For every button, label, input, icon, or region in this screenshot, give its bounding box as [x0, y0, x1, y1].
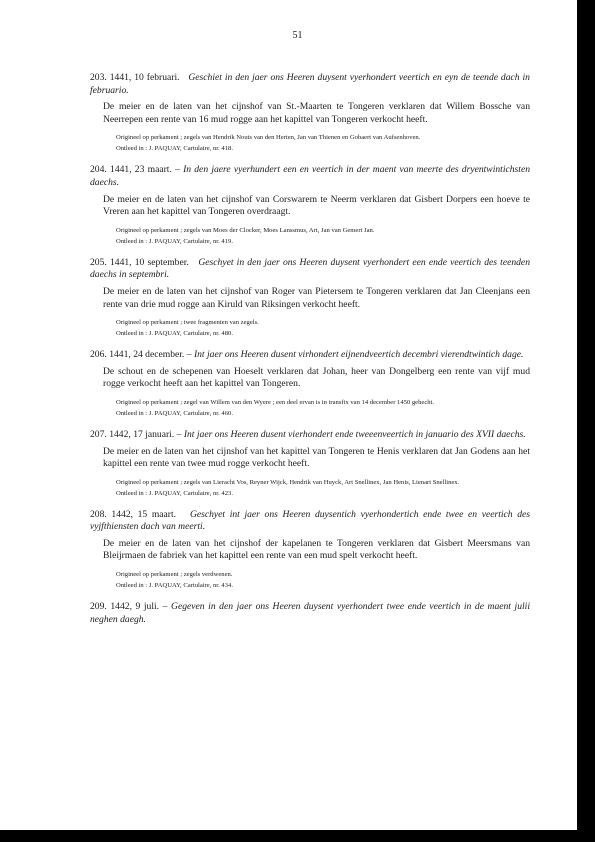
regest-entry: [90, 509, 530, 591]
entry-number: 209.: [90, 601, 107, 613]
entry-summary: De meier en de laten van het cijnshof van Roger van Pietersem te Tongeren verklaren dat Jan Cleenjans een rente van drie mud rogge aan Kiruld van Riksingen verkocht heeft.: [103, 285, 530, 310]
entry-heading: 209. 1442, 9 juli. – Gegeven in den jaer ons Heeren duysent vyerhondert twee ende veertich in de maent julii neghen daegh.: [90, 601, 530, 625]
entry-published: Ontleed in : J. PAQUAY, Cartulaire, nr. 460.: [116, 409, 233, 417]
entry-heading: [90, 72, 530, 97]
entry-published: Ontleed in : J. PAQUAY, Cartulaire, nr. 418.: [116, 145, 233, 153]
regest-entry: [90, 72, 530, 154]
entry-quote: Geschyet int jaer ons Heeren duysentich vyerhondertich ende twee en veertich des vyjfthiensten dach van meerti.: [90, 508, 531, 533]
entry-quote: Geschyet in den jaer ons Heeren duysent vyerhondert een ende veertich des teenden daechs in septembri.: [90, 256, 530, 281]
entry-published: Ontleed in : J. PAQUAY, Cartulaire, nr. 480.: [116, 330, 233, 338]
entry-date: 1442, 9 juli.: [110, 601, 160, 613]
entry-number: 203.: [90, 72, 107, 83]
entry-number: 208.: [90, 508, 107, 520]
entry-number: 207.: [90, 428, 107, 440]
entry-original: Origineel op perkament ; zegel van Willem van den Wyere ; een deel ervan is in transfix van 14 december 1450 gehecht.: [116, 398, 435, 406]
entry-original: Origineel op perkament ; zegels van Lieracht Vos, Reyner Wijck, Hendrik van Huyck, Art Snellinex, Jan Henis, Lienart Snellinex.: [116, 478, 460, 486]
entry-heading: [90, 257, 530, 282]
entry-date: 1442, 15 maart.: [111, 508, 177, 520]
entry-heading: 207. 1442, 17 januari. – Int jaer ons Heeren dusent vierhondert ende tweeenveertich in januario des XVII daechs.: [90, 428, 526, 440]
page-number: 51: [292, 30, 303, 41]
entry-original: Origineel op perkament ; zegels van Hendrik Nouts van den Herten, Jan van Thienen en Gobaert van Aufsenhoven.: [116, 134, 421, 142]
regest-entry: [90, 429, 530, 499]
regest-entry: [90, 601, 530, 626]
entry-number: 206.: [90, 349, 107, 361]
regest-entry: [90, 257, 530, 339]
entry-original: Origineel op perkament ; twee fragmenten van zegels.: [116, 319, 259, 327]
entry-quote: Int jaer ons Heeren dusent virhondert eijnendveertich decembri vierendtwintich dage.: [193, 349, 524, 361]
entry-original: Origineel op perkament ; zegels van Moes der Clocker, Moes Lanssmus, Art, Jan van Gemert Jan.: [116, 226, 375, 234]
scan-edge-right: [577, 0, 595, 842]
entry-published: Ontleed in : J. PAQUAY, Cartulaire, nr. 419.: [116, 237, 233, 245]
entry-heading: 204. 1441, 23 maart. – In den jaere vyerhundert een en veertich in der maent van meerte des dryentwintichsten daechs.: [90, 164, 531, 188]
entry-date: 1441, 10 september.: [109, 256, 189, 268]
entry-summary: De meier en de laten van het cijnshof van Corswarem te Neerm verklaren dat Gisbert Dorpers een hoeve te Vreren aan het kapittel van Tongeren overdraagt.: [103, 193, 530, 218]
entry-number: 204.: [90, 164, 107, 176]
entry-summary: De schout en de schepenen van Hoeselt verklaren dat Johan, heer van Dongelberg een rente van vijf mud rogge verkocht heeft aan het kapittel van Tongeren.: [103, 365, 530, 390]
entry-date: 1441, 24 december.: [109, 349, 185, 361]
entry-date: 1441, 23 maart.: [110, 164, 172, 176]
entry-quote: Int jaer ons Heeren dusent vierhondert ende tweeenveertich in januario des XVII daechs.: [183, 428, 526, 440]
entry-quote: In den jaere vyerhundert een en veertich in der maent van meerte des dryentwintichsten daechs.: [90, 164, 531, 188]
scan-edge-bottom: [0, 830, 595, 842]
entry-summary: De meier en de laten van het cijnshof van het kapittel van Tongeren te Henis verklaren dat Jan Godens aan het kapittel een rente van twee mud rogge verkocht heeft.: [103, 445, 530, 470]
entry-quote: Gegeven in den jaer ons Heeren duysent vyerhondert twee ende veertich in de maent julii neghen daegh.: [90, 601, 530, 625]
entry-date: 1441, 10 februari.: [109, 72, 180, 83]
entry-heading: [90, 509, 530, 534]
entry-summary: De meier en de laten van het cijnshof der kapelanen te Tongeren verklaren dat Gisbert Meersmans van Bleijrmaen de fabriek van het kapittel een rente van een mud spelt verkocht heeft.: [103, 537, 530, 562]
regest-list: [90, 72, 530, 636]
entry-original: Origineel op perkament ; zegels verdwenen.: [116, 571, 233, 579]
entry-heading: 206. 1441, 24 december. – Int jaer ons Heeren dusent virhondert eijnendveertich decembri vierendtwintich dage.: [90, 349, 524, 361]
entry-published: Ontleed in : J. PAQUAY, Cartulaire, nr. 423.: [116, 489, 233, 497]
entry-number: 205.: [90, 256, 107, 268]
entry-quote: Geschiet in den jaer ons Heeren duysent vyerhondert veertich en eyn de teende dach in februario.: [90, 72, 530, 96]
entry-summary: De meier en de laten van het cijnshof van St.-Maarten te Tongeren verklaren dat Willem Bossche van Neerrepen een rente van 16 mud rogge aan het kapittel van Tongeren verkocht heeft.: [103, 101, 530, 125]
entry-date: 1442, 17 januari.: [109, 428, 175, 440]
regest-entry: [90, 349, 530, 419]
regest-entry: [90, 164, 530, 246]
entry-published: Ontleed in : J. PAQUAY, Cartulaire, nr. 434.: [116, 582, 233, 590]
